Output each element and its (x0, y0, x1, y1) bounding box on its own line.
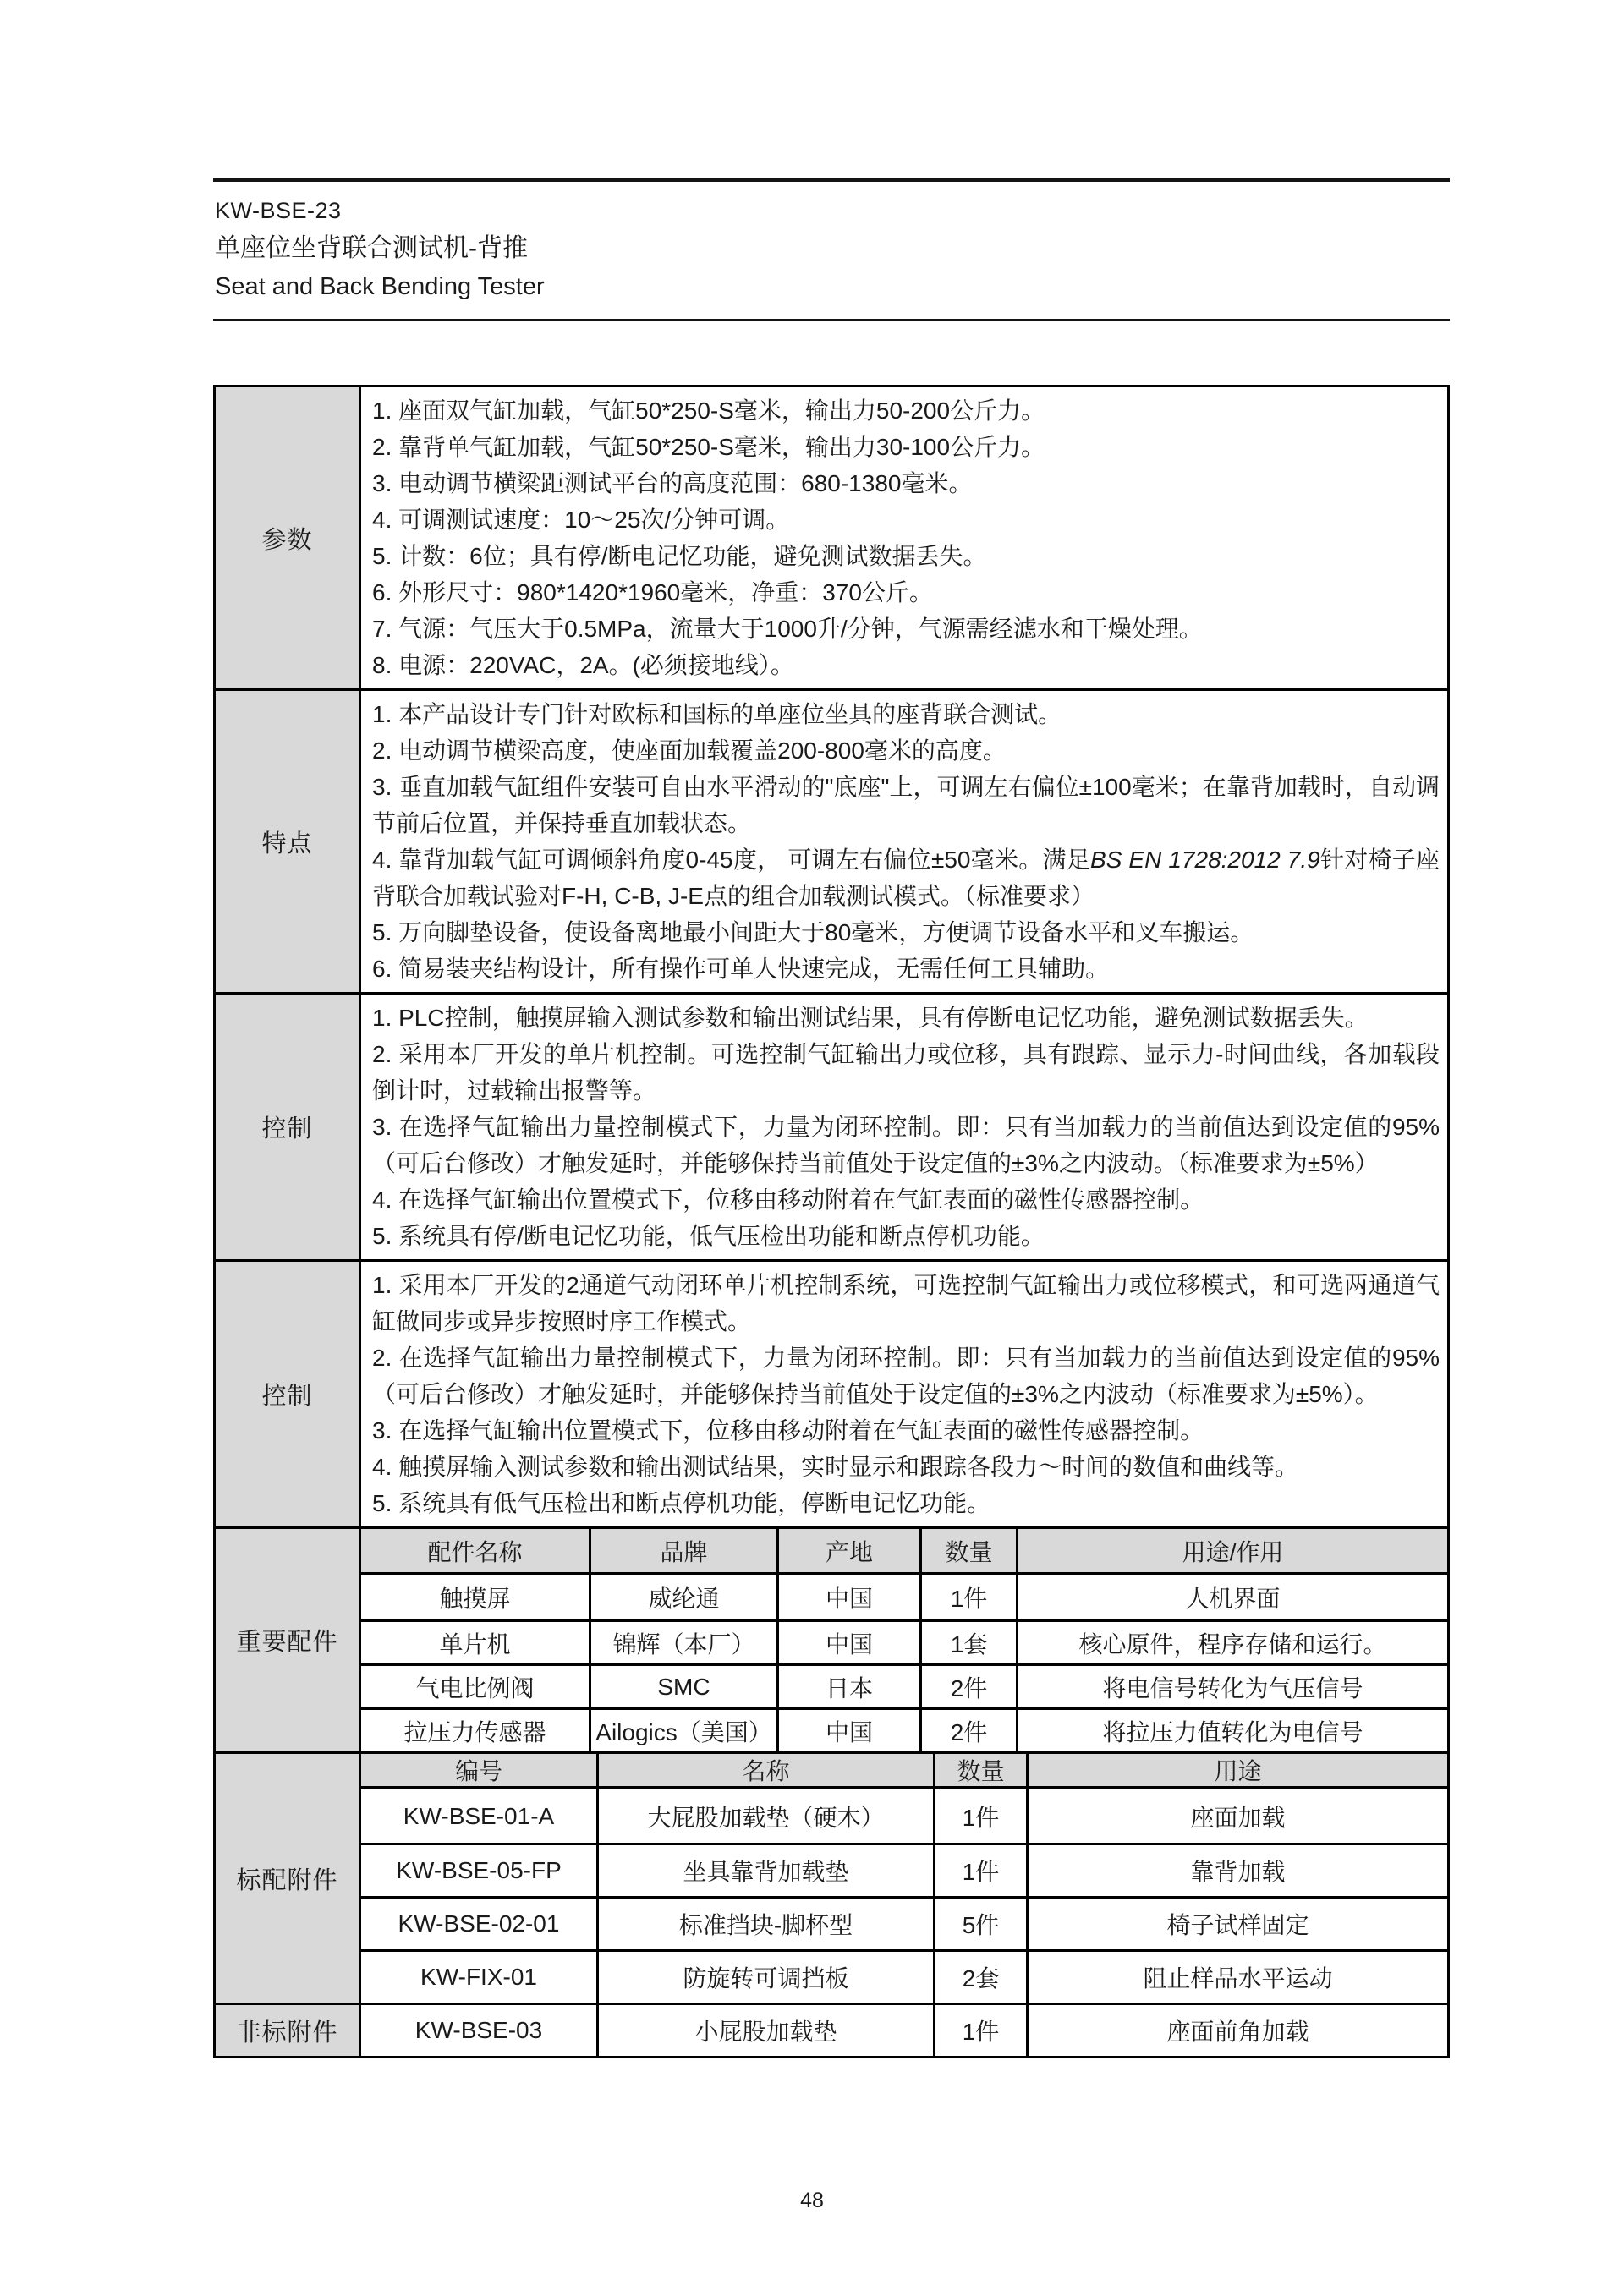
non-standard-accessories-table (361, 2005, 1447, 2056)
table-cell: 1件 (935, 1789, 1029, 1843)
column-header: 品牌 (591, 1529, 779, 1572)
table-header-row (361, 1529, 1447, 1575)
table-cell: KW-BSE-02-01 (361, 1899, 599, 1949)
table-cell: 将拉压力值转化为电信号 (1102, 1718, 1363, 1745)
table-cell: 5件 (935, 1899, 1029, 1949)
table-cell: 座面加载 (1190, 1804, 1286, 1831)
row-content (361, 1262, 1447, 1526)
table-cell: 2件 (922, 1710, 1018, 1751)
title-english: Seat and Back Bending Tester (215, 273, 545, 300)
table-cell: 1套 (922, 1622, 1018, 1663)
column-header: 产地 (779, 1529, 922, 1572)
row-label: 参数 (216, 387, 361, 688)
spec-text-line: 2. 在选择气缸输出力量控制模式下，力量为闭环控制。即：只有当加载力的当前值达到设定值的95%（可后台修改）才触发延时，并能够保持当前值处于设定值的±3%之内波动（标准要求为±5%）。 (372, 1345, 1440, 1407)
table-row (361, 1896, 1447, 1949)
spec-row (216, 992, 1447, 1259)
title-chinese: 单座位坐背联合测试机-背推 (215, 234, 528, 262)
table-cell: 大屁股加载垫（硬木） (599, 1789, 935, 1843)
spec-text-line: 3. 垂直加载气缸组件安装可自由水平滑动的"底座"上，可调左右偏位±100毫米；在靠背加载时，自动调节前后位置，并保持垂直加载状态。 (372, 774, 1440, 836)
table-cell: 单片机 (361, 1622, 591, 1663)
standard-reference: BS EN 1728:2012 7.9 (1090, 847, 1320, 873)
table-header-row (361, 1754, 1447, 1789)
spec-text-line: 5. 万向脚垫设备，使设备离地最小间距大于80毫米，方便调节设备水平和叉车搬运。 (372, 919, 1254, 945)
table-row (361, 2005, 1447, 2056)
column-header: 数量 (922, 1529, 1018, 1572)
table-cell: KW-BSE-05-FP (361, 1845, 599, 1896)
page-number: 48 (800, 2189, 824, 2212)
table-row (361, 1575, 1447, 1619)
spec-row (216, 387, 1447, 688)
table-cell: KW-FIX-01 (361, 1952, 599, 2003)
table-cell: 气电比例阀 (361, 1666, 591, 1707)
table-cell: KW-BSE-03 (361, 2005, 599, 2056)
table-cell: 锦辉（本厂） (591, 1622, 779, 1663)
spec-text-line: 2. 采用本厂开发的单片机控制。可选控制气缸输出力或位移，具有跟踪、显示力-时间曲线，各加载段倒计时，过载输出报警等。 (372, 1041, 1440, 1104)
spec-text-line: 8. 电源：220VAC，2A。(必须接地线）。 (372, 652, 794, 678)
column-header: 用途/作用 (1182, 1538, 1284, 1565)
table-cell: Ailogics（美国） (591, 1710, 779, 1751)
spec-text-line: 7. 气源：气压大于0.5MPa，流量大于1000升/分钟，气源需经滤水和干燥处理。 (372, 616, 1203, 642)
spec-text-line (372, 841, 1440, 914)
text-segment: 针对椅子座背联合加载试验对F-H, C-B, J-E点的组合加载测试模式。（标准要求） (372, 847, 1440, 909)
column-header: 编号 (361, 1754, 599, 1786)
spec-row (216, 1259, 1447, 1526)
table-cell: 坐具靠背加载垫 (599, 1845, 935, 1896)
table-row (361, 1949, 1447, 2003)
table-cell: 中国 (779, 1622, 922, 1663)
spec-text-line: 1. 本产品设计专门针对欧标和国标的单座位坐具的座背联合测试。 (372, 701, 1062, 727)
table-cell: 标准挡块-脚杯型 (599, 1899, 935, 1949)
non-standard-accessories-section (216, 2003, 1447, 2056)
table-cell: 2套 (935, 1952, 1029, 2003)
table-row (361, 1619, 1447, 1663)
table-row (361, 1707, 1447, 1751)
row-label: 控制 (216, 995, 361, 1259)
spec-table (213, 385, 1450, 2058)
key-components-table (361, 1529, 1447, 1751)
table-cell: 威纶通 (591, 1575, 779, 1619)
standard-accessories-section (216, 1751, 1447, 2003)
table-cell: 防旋转可调挡板 (599, 1952, 935, 2003)
spec-row (216, 688, 1447, 992)
table-cell: 日本 (779, 1666, 922, 1707)
table-cell: KW-BSE-01-A (361, 1789, 599, 1843)
row-content (361, 387, 1447, 688)
table-cell: 1件 (935, 2005, 1029, 2056)
table-cell: 中国 (779, 1710, 922, 1751)
spec-text-line: 2. 电动调节横梁高度，使座面加载覆盖200-800毫米的高度。 (372, 737, 1007, 764)
table-cell: 椅子试样固定 (1166, 1912, 1309, 1938)
table-cell: 靠背加载 (1190, 1859, 1286, 1885)
spec-text-line: 3. 在选择气缸输出位置模式下，位移由移动附着在气缸表面的磁性传感器控制。 (372, 1417, 1204, 1444)
spec-text-line: 3. 电动调节横梁距测试平台的高度范围：680-1380毫米。 (372, 470, 973, 496)
table-cell: 小屁股加载垫 (599, 2005, 935, 2056)
table-cell: 拉压力传感器 (361, 1710, 591, 1751)
spec-text-line: 5. 系统具有低气压检出和断点停机功能，停断电记忆功能。 (372, 1490, 991, 1516)
spec-text-line: 1. PLC控制，触摸屏输入测试参数和输出测试结果，具有停断电记忆功能，避免测试数据丢失。 (372, 1005, 1369, 1031)
spec-text-line: 1. 座面双气缸加载，气缸50*250-S毫米，输出力50-200公斤力。 (372, 397, 1045, 424)
row-content (361, 995, 1447, 1259)
row-label-key-components: 重要配件 (216, 1529, 361, 1751)
spec-text-line: 6. 简易装夹结构设计，所有操作可单人快速完成，无需任何工具辅助。 (372, 956, 1110, 982)
table-cell: 2件 (922, 1666, 1018, 1707)
column-header: 数量 (935, 1754, 1029, 1786)
spec-text-line: 3. 在选择气缸输出力量控制模式下，力量为闭环控制。即：只有当加载力的当前值达到设定值的95%（可后台修改）才触发延时，并能够保持当前值处于设定值的±3%之内波动。（标准要求为±5%） (372, 1114, 1440, 1176)
spec-text-line: 6. 外形尺寸：980*1420*1960毫米，净重：370公斤。 (372, 579, 933, 606)
column-header: 名称 (599, 1754, 935, 1786)
column-header: 配件名称 (361, 1529, 591, 1572)
table-cell: 座面前角加载 (1166, 2019, 1309, 2045)
row-label: 特点 (216, 691, 361, 992)
table-cell: 中国 (779, 1575, 922, 1619)
column-header: 用途 (1214, 1758, 1262, 1784)
document-content (213, 0, 1450, 2058)
key-components-section (216, 1526, 1447, 1751)
table-cell: SMC (591, 1666, 779, 1707)
table-cell: 1件 (935, 1845, 1029, 1896)
document-header (213, 178, 1450, 321)
row-label: 控制 (216, 1262, 361, 1526)
table-cell: 核心原件，程序存储和运行。 (1078, 1630, 1387, 1658)
row-label-non-standard-accessories: 非标附件 (216, 2005, 361, 2056)
spec-text-line: 4. 触摸屏输入测试参数和输出测试结果，实时显示和跟踪各段力～时间的数值和曲线等。 (372, 1454, 1299, 1480)
spec-text-line: 5. 系统具有停/断电记忆功能，低气压检出功能和断点停机功能。 (372, 1223, 1045, 1249)
spec-text-line: 2. 靠背单气缸加载，气缸50*250-S毫米，输出力30-100公斤力。 (372, 434, 1045, 460)
model-number: KW-BSE-23 (215, 198, 342, 223)
spec-text-line: 1. 采用本厂开发的2通道气动闭环单片机控制系统，可选控制气缸输出力或位移模式，和可选两通道气缸做同步或异步按照时序工作模式。 (372, 1272, 1440, 1334)
text-segment: 4. 靠背加载气缸可调倾斜角度0-45度， 可调左右偏位±50毫米。满足 (372, 847, 1091, 873)
spec-text-line: 5. 计数：6位；具有停/断电记忆功能，避免测试数据丢失。 (372, 543, 987, 569)
table-cell: 1件 (922, 1575, 1018, 1619)
row-content (361, 691, 1447, 992)
table-row (361, 1843, 1447, 1896)
table-cell: 阻止样品水平运动 (1143, 1965, 1333, 1992)
table-row (361, 1663, 1447, 1707)
standard-accessories-table (361, 1754, 1447, 2003)
table-cell: 触摸屏 (361, 1575, 591, 1619)
table-cell: 人机界面 (1185, 1586, 1281, 1612)
row-label-standard-accessories: 标配附件 (216, 1754, 361, 2003)
spec-text-line: 4. 在选择气缸输出位置模式下，位移由移动附着在气缸表面的磁性传感器控制。 (372, 1186, 1204, 1213)
table-row (361, 1789, 1447, 1843)
spec-text-line: 4. 可调测试速度：10～25次/分钟可调。 (372, 507, 790, 533)
table-cell: 将电信号转化为气压信号 (1102, 1674, 1363, 1701)
